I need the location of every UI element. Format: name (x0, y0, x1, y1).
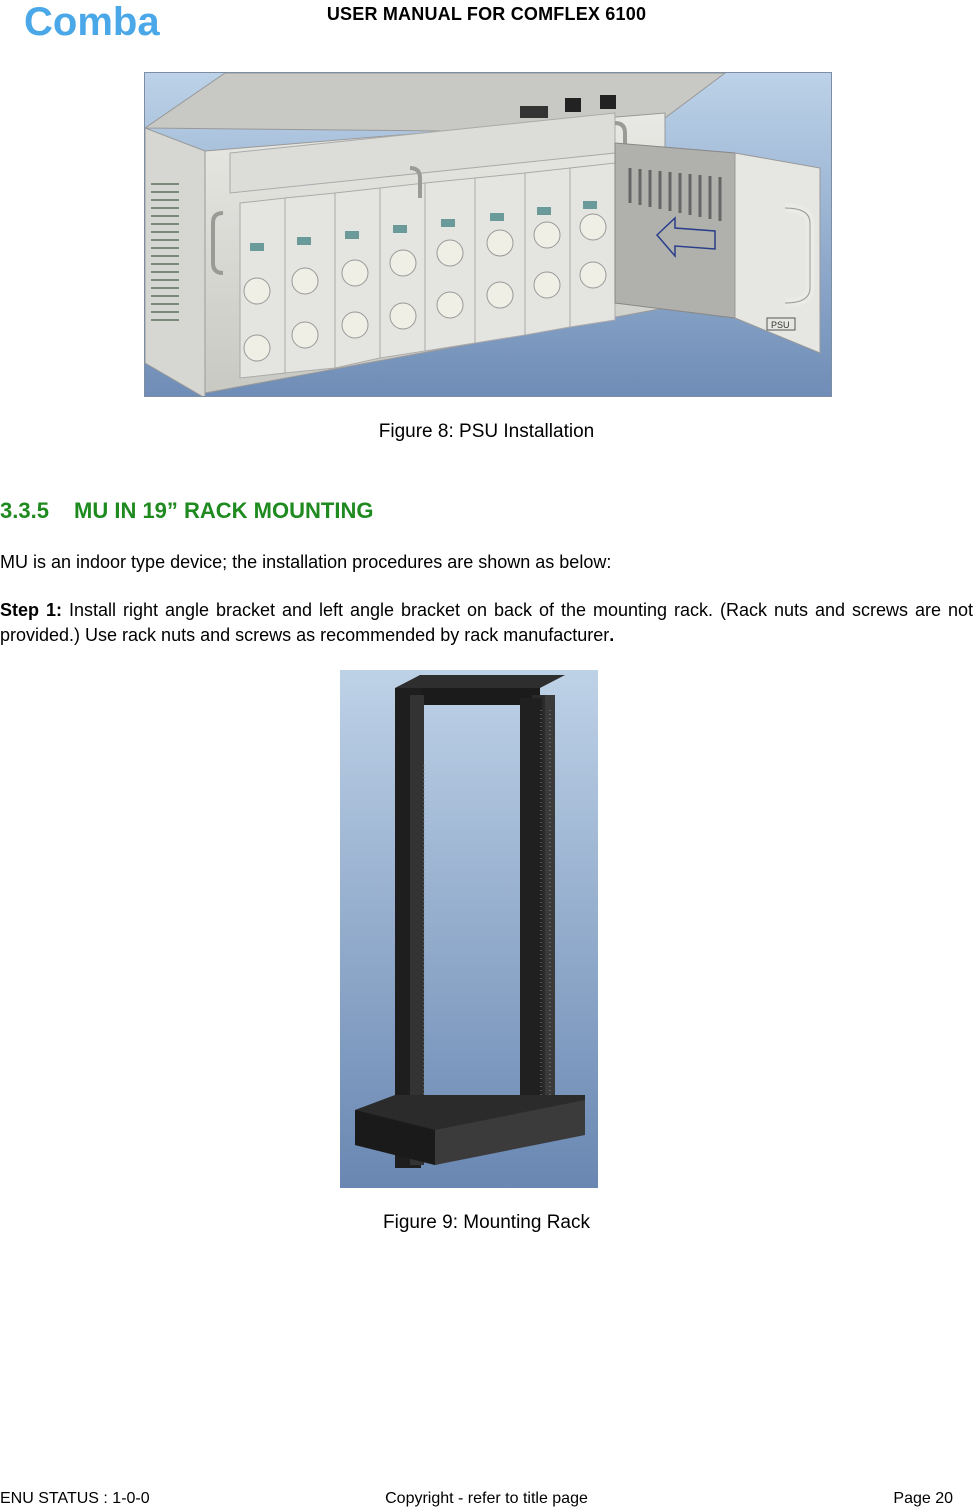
psu-label: PSU (771, 320, 790, 330)
logo-wordmark: Comba (24, 2, 160, 42)
footer-status: ENU STATUS : 1-0-0 (0, 1490, 150, 1507)
psu-installation-image (144, 72, 832, 397)
section-heading (0, 498, 373, 524)
mounting-rack-image (340, 670, 598, 1188)
section-number: 3.3.5 (0, 498, 49, 523)
step-1-end: . (609, 625, 615, 645)
footer-page-number: Page 20 (893, 1490, 953, 1507)
intro-paragraph: MU is an indoor type device; the installation procedures are shown as below: (0, 552, 612, 572)
figure-9-caption: Figure 9: Mounting Rack (383, 1212, 590, 1233)
footer-copyright: Copyright - refer to title page (385, 1490, 588, 1507)
figure-8-caption: Figure 8: PSU Installation (378, 421, 595, 442)
section-title: MU IN 19” RACK MOUNTING (74, 498, 374, 523)
document-title: USER MANUAL FOR COMFLEX 6100 (326, 4, 647, 24)
step-1-text: Install right angle bracket and left angle bracket on back of the mounting rack. (Rack nuts and screws are not provided.) Use rack nuts and screws as recommended by rack manufacturer (0, 600, 973, 645)
step-1-paragraph (0, 598, 973, 648)
step-1-label: Step 1: (0, 600, 62, 620)
